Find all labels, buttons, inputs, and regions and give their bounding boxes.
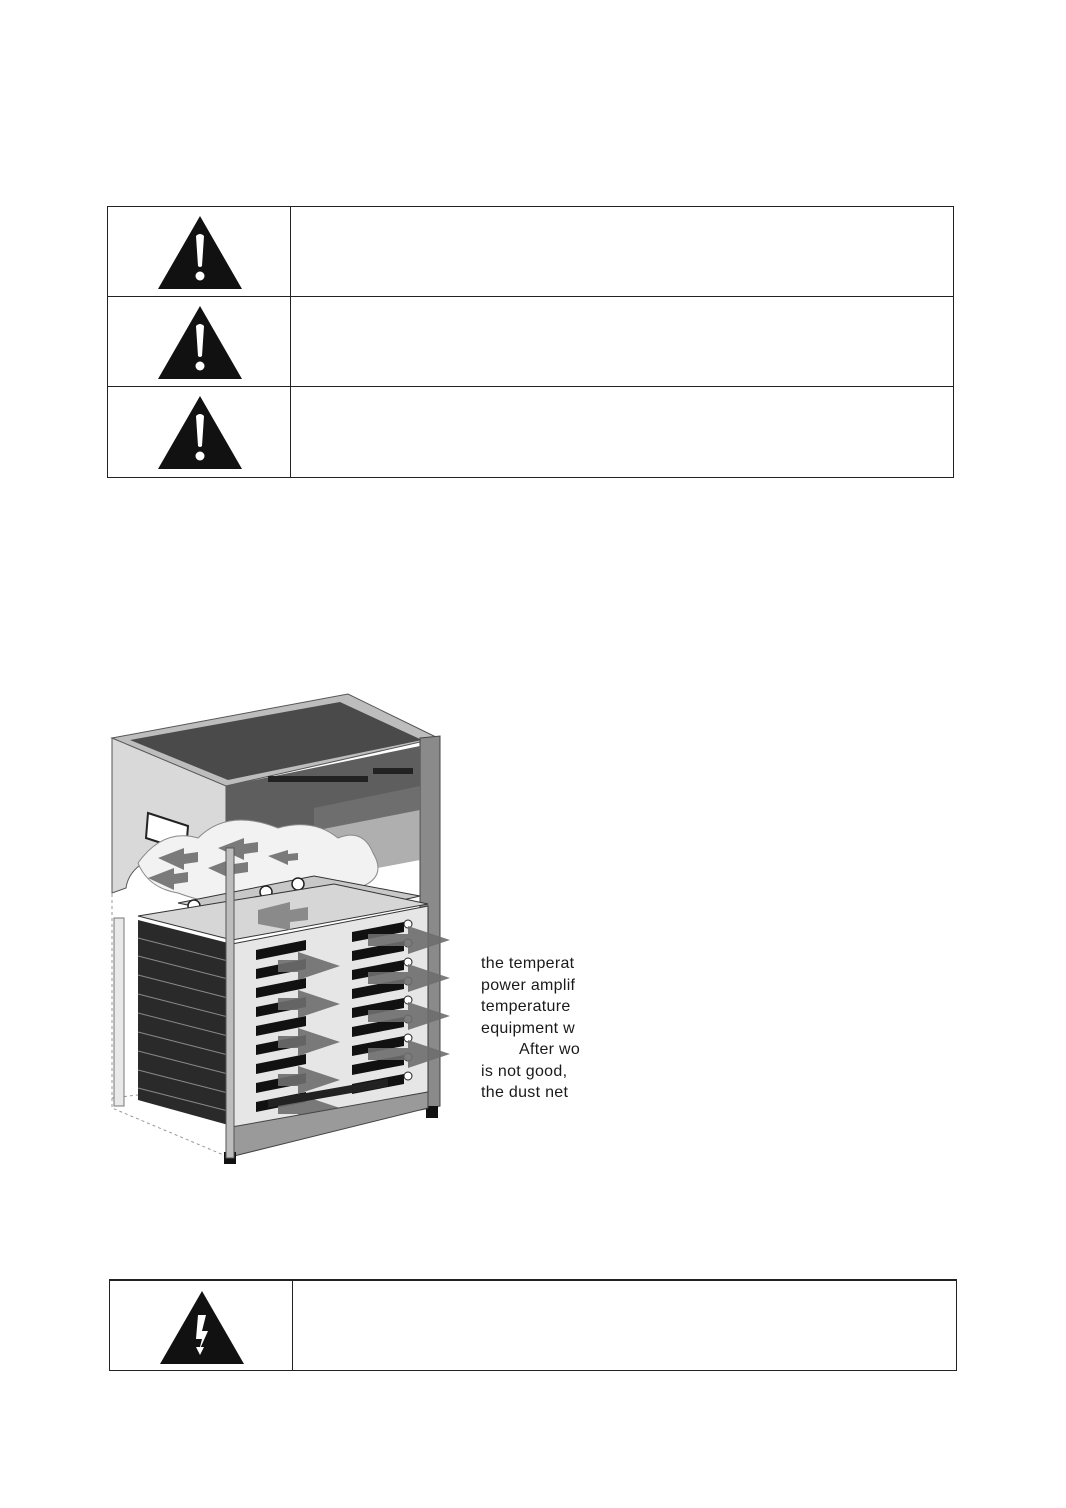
warning-text — [291, 387, 953, 477]
warning-row — [108, 297, 953, 387]
warning-icon-cell — [108, 387, 291, 477]
warning-row — [108, 387, 953, 477]
shock-warning-table — [109, 1279, 957, 1371]
caption-line: is not good, — [481, 1062, 568, 1080]
warning-text — [291, 297, 953, 386]
caption-line: the temperat — [481, 955, 575, 972]
caption-line: the dust net — [481, 1084, 569, 1101]
exclamation-warning-icon — [156, 394, 244, 470]
warning-table — [107, 206, 954, 478]
caption-line: temperature — [481, 998, 571, 1015]
exclamation-warning-icon — [156, 304, 244, 380]
warning-row — [108, 207, 953, 297]
caption-line: power amplif — [481, 976, 576, 994]
warning-icon-cell — [108, 207, 291, 296]
caption-line: equipment w — [481, 1019, 576, 1037]
electric-shock-warning-icon — [158, 1289, 246, 1365]
shock-icon-cell — [110, 1281, 293, 1370]
warning-text — [291, 207, 953, 296]
figure-caption-text — [481, 953, 593, 1104]
shock-warning-text — [293, 1281, 956, 1370]
exclamation-warning-icon — [156, 214, 244, 290]
caption-line: After wo — [519, 1041, 581, 1058]
rack-drawing — [108, 688, 464, 1168]
equipment-rack-illustration — [108, 688, 464, 1168]
warning-icon-cell — [108, 297, 291, 386]
